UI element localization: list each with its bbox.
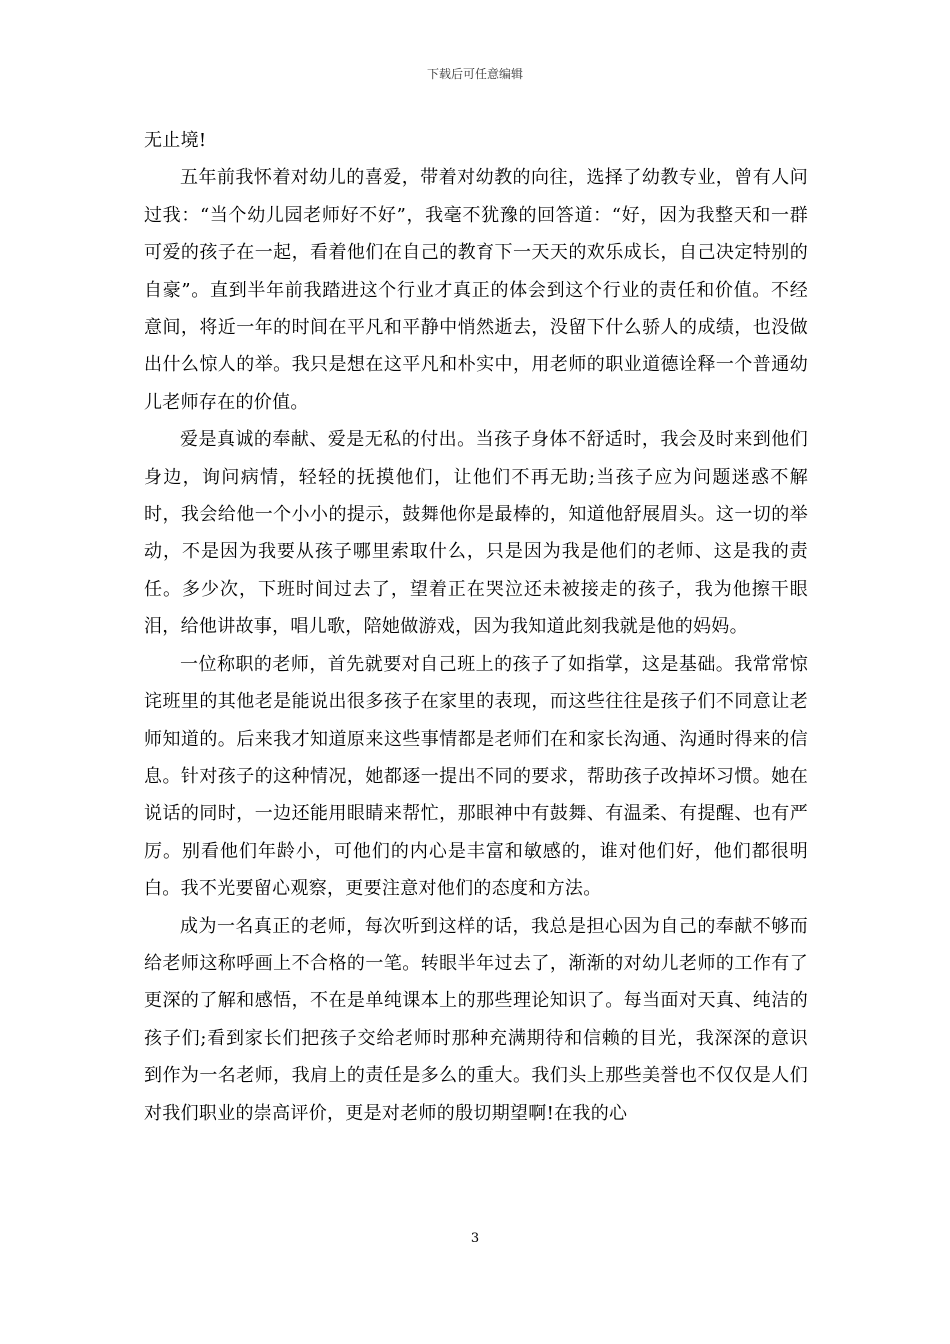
paragraph-love-devotion: 爱是真诚的奉献、爱是无私的付出。当孩子身体不舒适时，我会及时来到他们身边，询问病情，轻轻的抚摸他们，让他们不再无助;当孩子应为问题迷惑不解时，我会给他一个小小的提示，鼓舞他你是最棒的，知道他舒展眉头。这一切的举动，不是因为我要从孩子哪里索取什么，只是因为我是他们的老师、这是我的责任。多少次，下班时间过去了，望着正在哭泣还未被接走的孩子，我为他擦干眼泪，给他讲故事，唱儿歌，陪她做游戏，因为我知道此刻我就是他的妈妈。 (144, 429, 808, 638)
document-body (144, 122, 808, 1132)
paragraph-know-children: 一位称职的老师，首先就要对自己班上的孩子了如指掌，这是基础。我常常惊诧班里的其他老是能说出很多孩子在家里的表现，而这些往往是孩子们不同意让老师知道的。后来我才知道原来这些事情都是老师们在和家长沟通、沟通时得来的信息。针对孩子的这种情况，她都逐一提出不同的要求，帮助孩子改掉坏习惯。她在说话的同时，一边还能用眼睛来帮忙，那眼神中有鼓舞、有温柔、有提醒、也有严厉。别看他们年龄小，可他们的内心是丰富和敏感的，谁对他们好，他们都很明白。我不光要留心观察，更要注意对他们的态度和方法。 (144, 653, 808, 900)
page-number: 3 (470, 1231, 480, 1246)
paragraph-continuation: 无止境! (144, 130, 207, 151)
paragraph-true-teacher: 成为一名真正的老师，每次听到这样的话，我总是担心因为自己的奉献不够而给老师这称呼画上不合格的一笔。转眼半年过去了，渐渐的对幼儿老师的工作有了更深的了解和感悟，不在是单纯课本上的那些理论知识了。每当面对天真、纯洁的孩子们;看到家长们把孩子交给老师时那种充满期待和信赖的目光，我深深的意识到作为一名老师，我肩上的责任是多么的重大。我们头上那些美誉也不仅仅是人们对我们职业的崇高评价，更是对老师的殷切期望啊!在我的心 (144, 915, 808, 1124)
page-header: 下载后可任意编辑 (426, 67, 523, 81)
paragraph-career-choice: 五年前我怀着对幼儿的喜爱，带着对幼教的向往，选择了幼教专业，曾有人问过我：“当个幼儿园老师好不好”，我毫不犹豫的回答道：“好，因为我整天和一群可爱的孩子在一起，看着他们在自己的教育下一天天的欢乐成长，自己决定特别的自豪”。直到半年前我踏进这个行业才真正的体会到这个行业的责任和价值。不经意间，将近一年的时间在平凡和平静中悄然逝去，没留下什么骄人的成绩，也没做出什么惊人的举。我只是想在这平凡和朴实中，用老师的职业道德诠释一个普通幼儿老师存在的价值。 (144, 167, 808, 413)
